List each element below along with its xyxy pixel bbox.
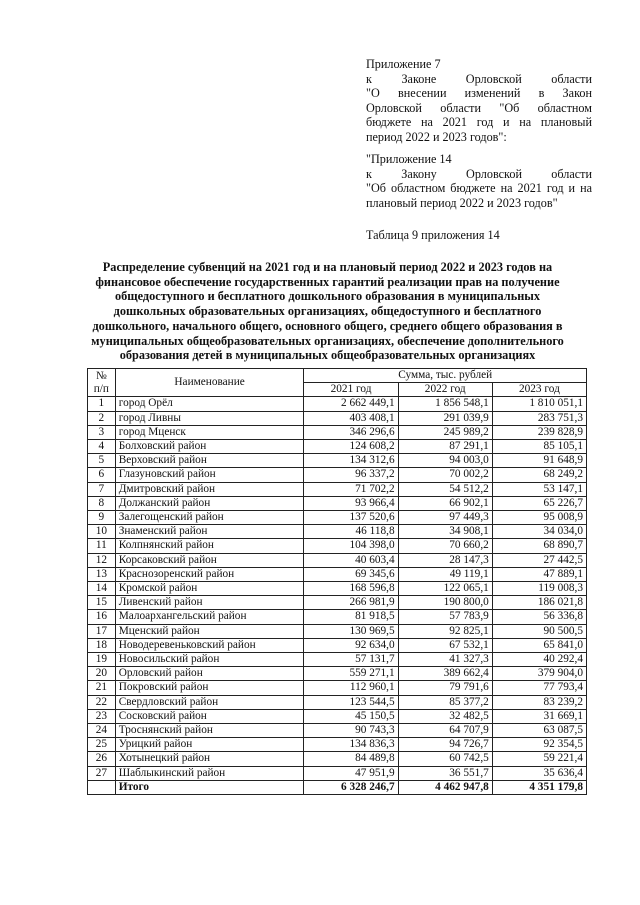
row-value-2023: 91 648,9	[492, 454, 586, 468]
appendix-14-line-2: к Закону Орловской области	[366, 166, 592, 181]
row-value-2022: 54 512,2	[398, 482, 492, 496]
row-name: Троснянский район	[115, 724, 304, 738]
row-value-2021: 104 398,0	[304, 539, 398, 553]
row-value-2022: 28 147,3	[398, 553, 492, 567]
row-number: 16	[88, 610, 116, 624]
appendix-7-line-5: бюджете на 2021 год и на плановый	[366, 115, 592, 130]
table-row	[88, 653, 587, 667]
row-value-2023: 65 841,0	[492, 638, 586, 652]
row-value-2023: 65 226,7	[492, 496, 586, 510]
title-line-1: Распределение субвенций на 2021 год и на плановый период 2022 и 2023 годов на	[102, 260, 553, 274]
document-title	[80, 260, 575, 363]
row-value-2021: 69 345,6	[304, 567, 398, 581]
row-value-2021: 81 918,5	[304, 610, 398, 624]
appendix-7-line-2: к Законе Орловской области	[366, 71, 592, 86]
row-number: 23	[88, 709, 116, 723]
table-row	[88, 482, 587, 496]
table-row	[88, 709, 587, 723]
row-name: Колпнянский район	[115, 539, 304, 553]
row-value-2023: 34 034,0	[492, 525, 586, 539]
row-value-2022: 70 002,2	[398, 468, 492, 482]
table-row	[88, 397, 587, 411]
table-row	[88, 738, 587, 752]
row-number: 10	[88, 525, 116, 539]
appendix-7-line-1: Приложение 7	[366, 57, 441, 71]
table-body	[88, 397, 587, 795]
table-row	[88, 724, 587, 738]
row-value-2021: 47 951,9	[304, 766, 398, 780]
row-value-2022: 1 856 548,1	[398, 397, 492, 411]
appendix-14-heading	[366, 152, 592, 210]
row-name: Малоархангельский район	[115, 610, 304, 624]
row-value-2023: 1 810 051,1	[492, 397, 586, 411]
title-line-7: образования детей в муниципальных общеобразовательных организациях	[119, 348, 536, 363]
row-name: Болховский район	[115, 440, 304, 454]
row-number: 7	[88, 482, 116, 496]
table-row	[88, 596, 587, 610]
row-value-2022: 41 327,3	[398, 653, 492, 667]
row-number: 13	[88, 567, 116, 581]
row-value-2022: 34 908,1	[398, 525, 492, 539]
appendix-7-line-6: период 2022 и 2023 годов":	[366, 129, 507, 144]
row-value-2023: 56 336,8	[492, 610, 586, 624]
row-name: Покровский район	[115, 681, 304, 695]
row-number: 6	[88, 468, 116, 482]
row-value-2023: 95 008,9	[492, 511, 586, 525]
title-line-4: дошкольных образовательных организациях, общедоступного и бесплатного	[113, 304, 542, 319]
row-value-2022: 94 726,7	[398, 738, 492, 752]
row-value-2022: 291 039,9	[398, 411, 492, 425]
table-row	[88, 440, 587, 454]
appendix-7-line-3: "О внесении изменений в Закон	[366, 86, 592, 101]
row-value-2023: 239 828,9	[492, 425, 586, 439]
row-value-2021: 90 743,3	[304, 724, 398, 738]
row-name: город Ливны	[115, 411, 304, 425]
row-value-2022: 66 902,1	[398, 496, 492, 510]
total-label: Итого	[115, 780, 304, 794]
header-name: Наименование	[115, 369, 304, 397]
row-value-2021: 96 337,2	[304, 468, 398, 482]
row-value-2021: 40 603,4	[304, 553, 398, 567]
appendix-14-line-3: "Об областном бюджете на 2021 год и на	[366, 181, 592, 196]
total-value-2023: 4 351 179,8	[492, 780, 586, 794]
header-sum: Сумма, тыс. рублей	[304, 369, 587, 383]
row-value-2021: 2 662 449,1	[304, 397, 398, 411]
row-name: Хотынецкий район	[115, 752, 304, 766]
row-value-2021: 137 520,6	[304, 511, 398, 525]
row-name: город Мценск	[115, 425, 304, 439]
row-number: 19	[88, 653, 116, 667]
row-number: 14	[88, 582, 116, 596]
row-value-2022: 57 783,9	[398, 610, 492, 624]
header-2023: 2023 год	[492, 383, 586, 397]
table-row	[88, 496, 587, 510]
header-2022: 2022 год	[398, 383, 492, 397]
row-name: Залегощенский район	[115, 511, 304, 525]
row-value-2022: 245 989,2	[398, 425, 492, 439]
appendix-14-line-4: плановый период 2022 и 2023 годов"	[366, 195, 558, 210]
row-value-2021: 92 634,0	[304, 638, 398, 652]
row-number: 2	[88, 411, 116, 425]
row-number: 20	[88, 667, 116, 681]
row-value-2023: 85 105,1	[492, 440, 586, 454]
row-name: Знаменский район	[115, 525, 304, 539]
table-row	[88, 511, 587, 525]
row-value-2021: 46 118,8	[304, 525, 398, 539]
row-value-2022: 67 532,1	[398, 638, 492, 652]
appendix-7-heading	[366, 57, 592, 145]
row-value-2021: 134 312,6	[304, 454, 398, 468]
row-value-2023: 119 008,3	[492, 582, 586, 596]
total-row	[88, 780, 587, 794]
table-row	[88, 553, 587, 567]
row-number: 3	[88, 425, 116, 439]
row-value-2023: 77 793,4	[492, 681, 586, 695]
row-value-2023: 90 500,5	[492, 624, 586, 638]
row-value-2021: 403 408,1	[304, 411, 398, 425]
appendix-14-line-1: "Приложение 14	[366, 152, 452, 166]
row-value-2023: 47 889,1	[492, 567, 586, 581]
row-value-2021: 71 702,2	[304, 482, 398, 496]
table-row	[88, 525, 587, 539]
row-value-2022: 70 660,2	[398, 539, 492, 553]
row-number: 25	[88, 738, 116, 752]
row-value-2023: 63 087,5	[492, 724, 586, 738]
title-line-3: общедоступного и бесплатного дошкольного образования в муниципальных	[114, 289, 541, 304]
row-name: Новодеревеньковский район	[115, 638, 304, 652]
row-value-2023: 27 442,5	[492, 553, 586, 567]
row-value-2023: 35 636,4	[492, 766, 586, 780]
table-row	[88, 695, 587, 709]
row-value-2022: 85 377,2	[398, 695, 492, 709]
total-value-2021: 6 328 246,7	[304, 780, 398, 794]
table-row	[88, 638, 587, 652]
row-value-2021: 124 608,2	[304, 440, 398, 454]
row-number: 27	[88, 766, 116, 780]
row-value-2022: 79 791,6	[398, 681, 492, 695]
row-value-2022: 36 551,7	[398, 766, 492, 780]
header-number: № п/п	[88, 369, 116, 397]
row-value-2021: 57 131,7	[304, 653, 398, 667]
title-line-2: финансовое обеспечение государственных гарантий реализации прав на получение	[95, 274, 560, 289]
row-number: 24	[88, 724, 116, 738]
row-value-2022: 122 065,1	[398, 582, 492, 596]
row-number: 12	[88, 553, 116, 567]
row-value-2023: 68 890,7	[492, 539, 586, 553]
table-row	[88, 454, 587, 468]
row-name: Глазуновский район	[115, 468, 304, 482]
row-value-2022: 32 482,5	[398, 709, 492, 723]
row-value-2023: 379 904,0	[492, 667, 586, 681]
row-name: Должанский район	[115, 496, 304, 510]
row-value-2023: 40 292,4	[492, 653, 586, 667]
row-value-2022: 87 291,1	[398, 440, 492, 454]
title-line-6: муниципальных общеобразовательных организациях, обеспечение дополнительного	[91, 333, 564, 348]
row-name: Дмитровский район	[115, 482, 304, 496]
row-name: Свердловский район	[115, 695, 304, 709]
row-value-2022: 64 707,9	[398, 724, 492, 738]
row-value-2021: 93 966,4	[304, 496, 398, 510]
table-row	[88, 681, 587, 695]
row-value-2023: 83 239,2	[492, 695, 586, 709]
row-value-2021: 266 981,9	[304, 596, 398, 610]
row-number: 21	[88, 681, 116, 695]
table-reference: Таблица 9 приложения 14	[366, 228, 500, 242]
row-name: Урицкий район	[115, 738, 304, 752]
total-number	[88, 780, 116, 794]
row-name: город Орёл	[115, 397, 304, 411]
row-name: Мценский район	[115, 624, 304, 638]
row-value-2022: 97 449,3	[398, 511, 492, 525]
table-row	[88, 468, 587, 482]
row-value-2022: 92 825,1	[398, 624, 492, 638]
row-number: 9	[88, 511, 116, 525]
title-line-5: дошкольного, начального общего, основного общего, среднего общего образования в	[92, 318, 563, 333]
row-value-2023: 283 751,3	[492, 411, 586, 425]
table-row	[88, 610, 587, 624]
row-value-2022: 389 662,4	[398, 667, 492, 681]
row-value-2022: 190 800,0	[398, 596, 492, 610]
row-number: 22	[88, 695, 116, 709]
table-row	[88, 766, 587, 780]
row-name: Шаблыкинский район	[115, 766, 304, 780]
row-value-2023: 92 354,5	[492, 738, 586, 752]
row-value-2021: 112 960,1	[304, 681, 398, 695]
row-value-2023: 59 221,4	[492, 752, 586, 766]
row-name: Краснозоренский район	[115, 567, 304, 581]
row-value-2021: 134 836,3	[304, 738, 398, 752]
row-value-2021: 559 271,1	[304, 667, 398, 681]
row-number: 26	[88, 752, 116, 766]
row-value-2021: 84 489,8	[304, 752, 398, 766]
table-row	[88, 582, 587, 596]
table-row	[88, 667, 587, 681]
row-number: 4	[88, 440, 116, 454]
row-number: 1	[88, 397, 116, 411]
table-row	[88, 539, 587, 553]
row-value-2021: 45 150,5	[304, 709, 398, 723]
row-name: Сосковский район	[115, 709, 304, 723]
row-number: 17	[88, 624, 116, 638]
table-row	[88, 752, 587, 766]
row-name: Верховский район	[115, 454, 304, 468]
row-value-2023: 31 669,1	[492, 709, 586, 723]
row-number: 11	[88, 539, 116, 553]
row-value-2021: 346 296,6	[304, 425, 398, 439]
subsidy-table	[87, 368, 587, 795]
row-number: 5	[88, 454, 116, 468]
table-row	[88, 411, 587, 425]
row-name: Новосильский район	[115, 653, 304, 667]
row-value-2022: 49 119,1	[398, 567, 492, 581]
row-number: 15	[88, 596, 116, 610]
row-value-2023: 53 147,1	[492, 482, 586, 496]
row-value-2021: 130 969,5	[304, 624, 398, 638]
row-value-2023: 186 021,8	[492, 596, 586, 610]
row-number: 18	[88, 638, 116, 652]
row-value-2022: 60 742,5	[398, 752, 492, 766]
row-value-2022: 94 003,0	[398, 454, 492, 468]
row-name: Корсаковский район	[115, 553, 304, 567]
row-number: 8	[88, 496, 116, 510]
table-row	[88, 624, 587, 638]
row-value-2023: 68 249,2	[492, 468, 586, 482]
row-value-2021: 168 596,8	[304, 582, 398, 596]
table-row	[88, 425, 587, 439]
total-value-2022: 4 462 947,8	[398, 780, 492, 794]
table-row	[88, 567, 587, 581]
row-name: Кромской район	[115, 582, 304, 596]
row-name: Орловский район	[115, 667, 304, 681]
appendix-7-line-4: Орловской области "Об областном	[366, 100, 592, 115]
row-value-2021: 123 544,5	[304, 695, 398, 709]
row-name: Ливенский район	[115, 596, 304, 610]
header-2021: 2021 год	[304, 383, 398, 397]
